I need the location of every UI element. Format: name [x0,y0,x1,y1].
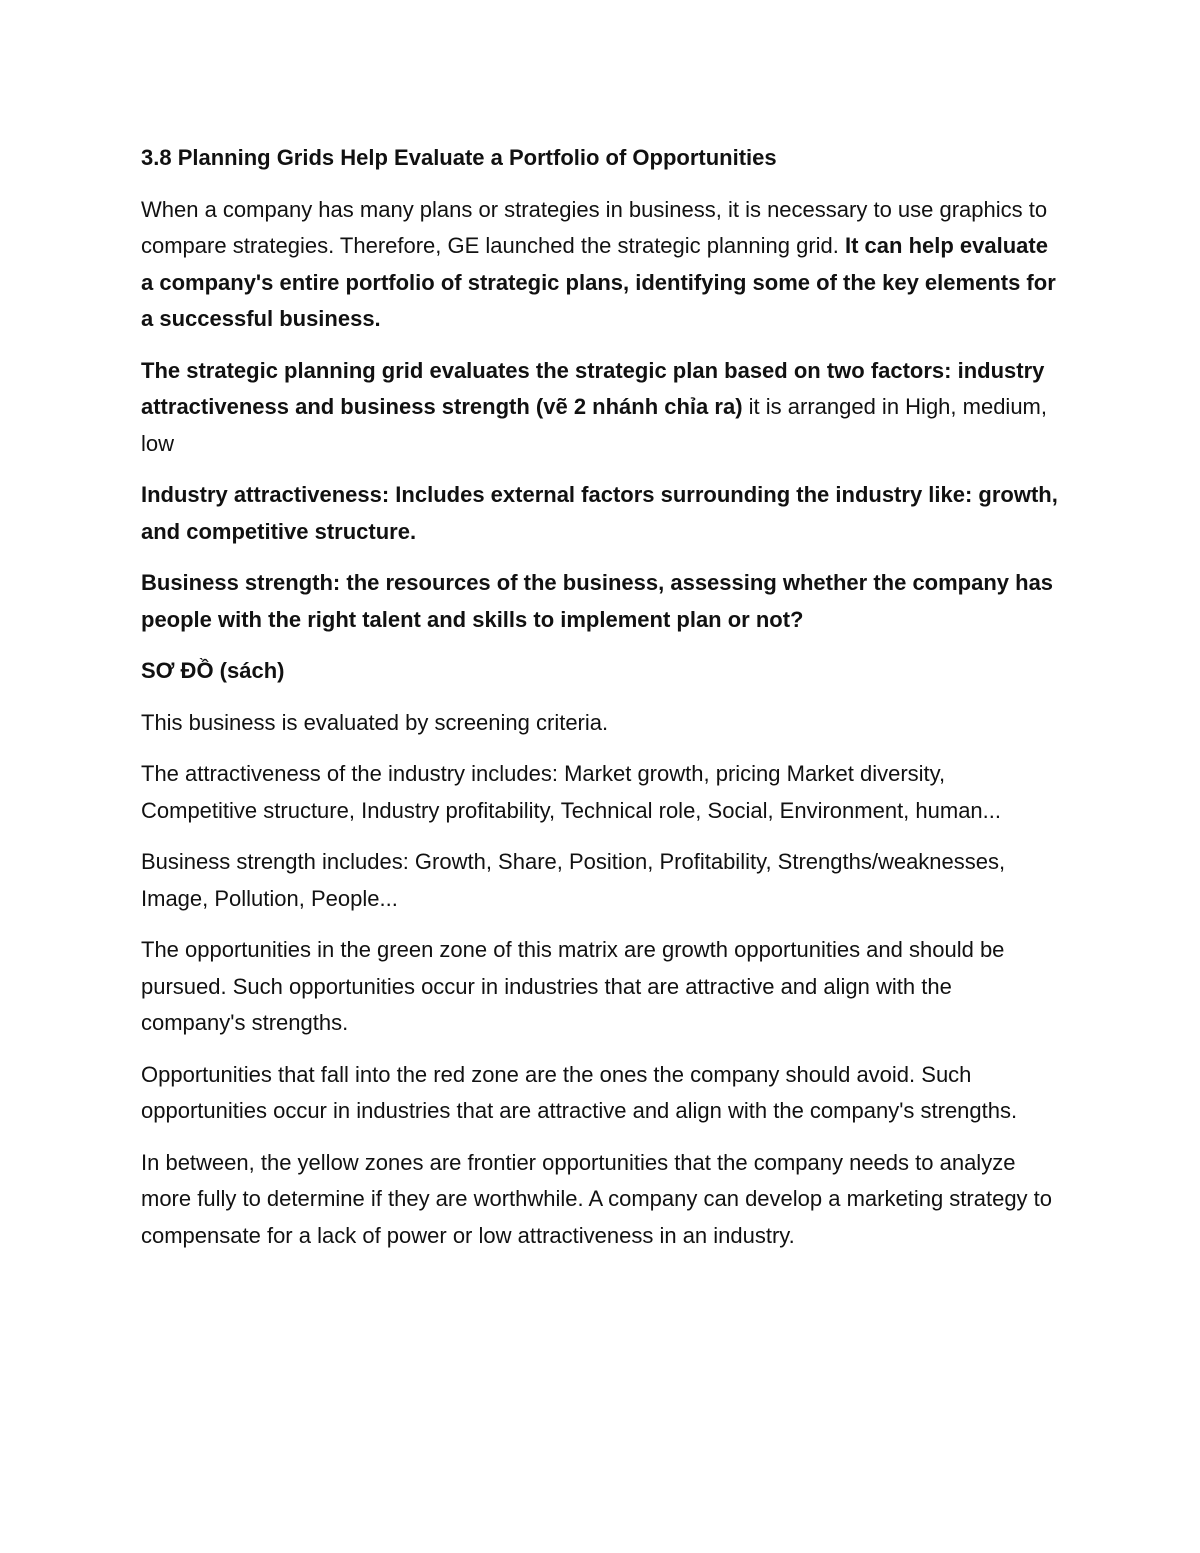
paragraph-screening: This business is evaluated by screening criteria. [141,709,609,735]
paragraph-yellow-zone: In between, the yellow zones are frontier opportunities that the company needs to analyze more fully to determine if they are worthwhile. A company can develop a marketing strategy to compensate for a lack of power or low attractiveness in an industry. [141,1149,1053,1248]
intro-text: When a company has many plans or strategies in business, it is necessary to use graphics to compare strategies. Therefore, GE launched the strategic planning grid. [141,196,1048,258]
document-page [141,140,1061,1269]
paragraph-factors [141,353,1061,463]
intro-bold-text: It can help evaluate a company's entire portfolio of strategic plans, identifying some of the key elements for a successful business. [141,233,1056,331]
section-heading: 3.8 Planning Grids Help Evaluate a Portfolio of Opportunities [141,145,777,170]
paragraph-business-strength: Business strength: the resources of the business, assessing whether the company has people with the right talent and skills to implement plan or not? [141,570,1054,632]
paragraph-industry-attractiveness: Industry attractiveness: Includes external factors surrounding the industry like: growth, and competitive structure. [141,482,1058,544]
factors-text: it is arranged in High, medium, low [141,394,1047,456]
paragraph-diagram-note: SƠ ĐỒ (sách) [141,658,285,683]
paragraph-green-zone: The opportunities in the green zone of this matrix are growth opportunities and should be pursued. Such opportunities occur in industries that are attractive and align with the company's strengths. [141,937,1005,1035]
paragraph-attractiveness-criteria: The attractiveness of the industry includes: Market growth, pricing Market diversity, Competitive structure, Industry profitability, Technical role, Social, Environment, human... [141,761,1002,823]
paragraph-strength-criteria: Business strength includes: Growth, Share, Position, Profitability, Strengths/weaknesses, Image, Pollution, People... [141,849,1006,911]
factors-bold-text: The strategic planning grid evaluates the strategic plan based on two factors: industry attractiveness and business strength (vẽ 2 nhánh chỉa ra) [141,357,1045,419]
paragraph-red-zone: Opportunities that fall into the red zone are the ones the company should avoid. Such opportunities occur in industries that are attractive and align with the company's strengths. [141,1061,1018,1123]
paragraph-intro [141,192,1061,338]
